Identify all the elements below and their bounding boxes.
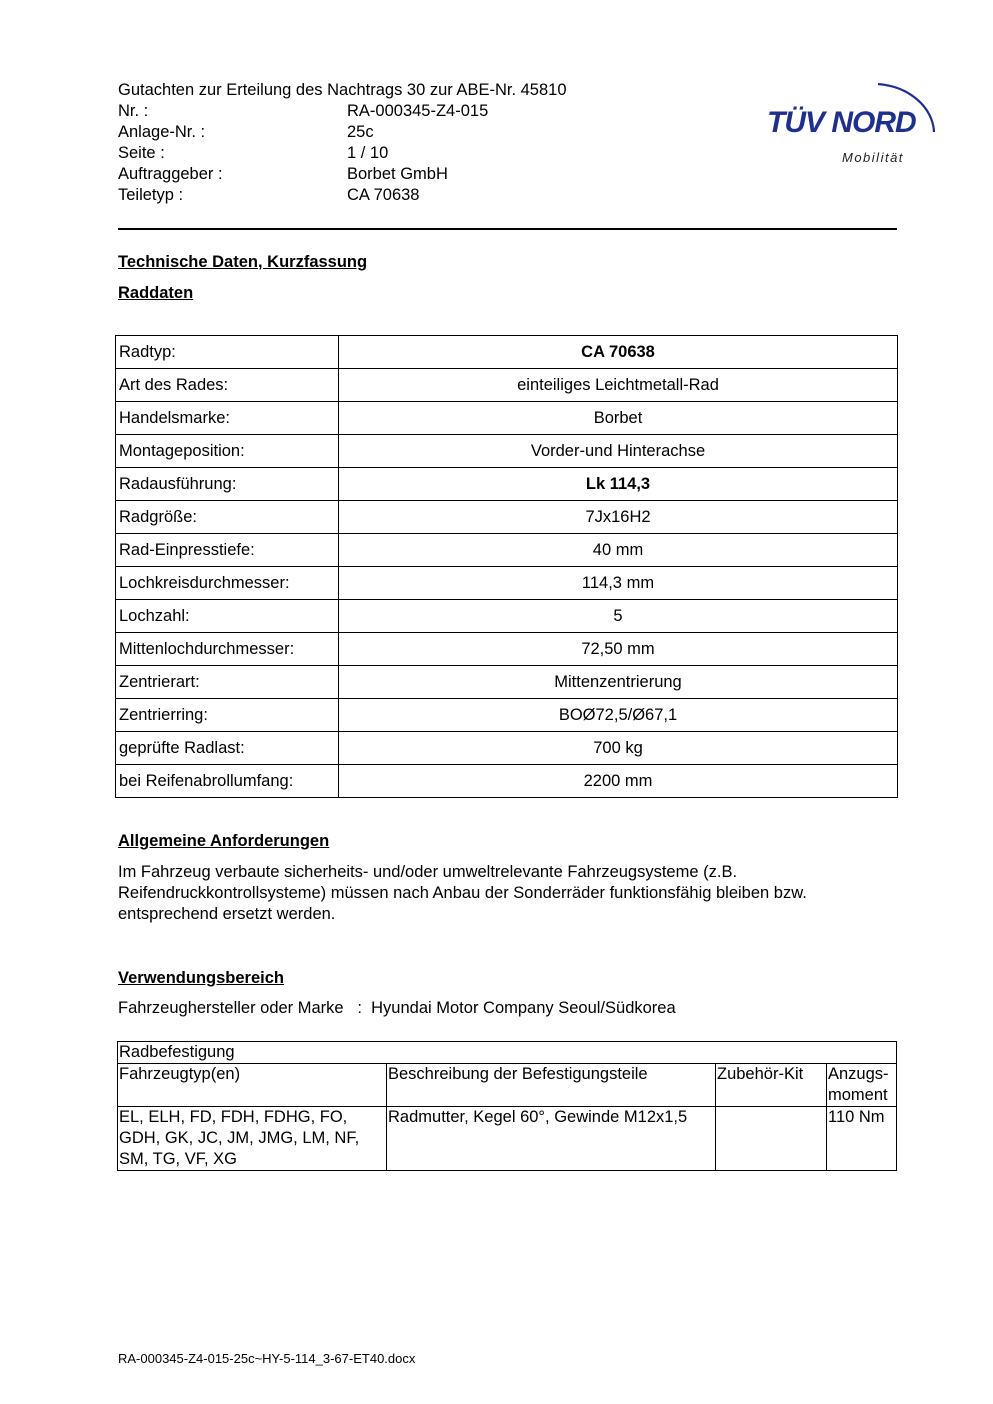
table-row xyxy=(116,369,898,402)
table-row xyxy=(116,336,898,369)
table-row xyxy=(116,633,898,666)
manufacturer-line xyxy=(118,998,676,1019)
spec-label: Zentrierring: xyxy=(116,699,339,732)
table-row xyxy=(116,468,898,501)
logo-brand: TÜV NORD xyxy=(767,106,916,139)
raddaten-table xyxy=(115,335,898,798)
spec-label: Lochzahl: xyxy=(116,600,339,633)
table-row xyxy=(118,1107,897,1171)
spec-label: geprüfte Radlast: xyxy=(116,732,339,765)
header-label: Nr. : xyxy=(118,102,149,120)
tuv-nord-logo xyxy=(760,56,945,176)
spec-label: Radausführung: xyxy=(116,468,339,501)
table-cell: EL, ELH, FD, FDH, FDHG, FO, GDH, GK, JC, JM, JMG, LM, NF, SM, TG, VF, XG xyxy=(118,1107,387,1171)
column-header: Fahrzeugtyp(en) xyxy=(118,1064,387,1107)
spec-value: 114,3 mm xyxy=(339,567,898,600)
header-divider xyxy=(118,228,897,230)
spec-label: Lochkreisdurchmesser: xyxy=(116,567,339,600)
allgemeine-paragraph: Im Fahrzeug verbaute sicherheits- und/oder umweltrelevante Fahrzeugsysteme (z.B. Reifendruckkontrollsysteme) müssen nach Anbau der Sonderräder funktionsfähig bleiben bzw. entsprechend ersetzt werden. xyxy=(118,863,807,923)
table-row xyxy=(116,534,898,567)
document-header xyxy=(118,80,678,206)
spec-value: 7Jx16H2 xyxy=(339,501,898,534)
table-row xyxy=(116,402,898,435)
header-row-seite xyxy=(118,143,678,164)
table-row xyxy=(116,765,898,798)
table-row xyxy=(116,567,898,600)
spec-value: 5 xyxy=(339,600,898,633)
manufacturer-label: Fahrzeughersteller oder Marke xyxy=(118,999,344,1017)
spec-label: Radgröße: xyxy=(116,501,339,534)
table-row xyxy=(116,435,898,468)
spec-value: 72,50 mm xyxy=(339,633,898,666)
table-header-row xyxy=(118,1064,897,1107)
spec-value: Borbet xyxy=(339,402,898,435)
logo-subtitle: Mobilität xyxy=(842,150,904,165)
spec-label: Rad-Einpresstiefe: xyxy=(116,534,339,567)
section-title-verwendungsbereich: Verwendungsbereich xyxy=(118,969,284,987)
footer-filename: RA-000345-Z4-015-25c~HY-5-114_3-67-ET40.docx xyxy=(118,1351,416,1366)
table-row xyxy=(116,501,898,534)
table-cell: Radmutter, Kegel 60°, Gewinde M12x1,5 xyxy=(387,1107,716,1171)
table-caption-row xyxy=(118,1042,897,1064)
spec-label: Handelsmarke: xyxy=(116,402,339,435)
spec-label: Mittenlochdurchmesser: xyxy=(116,633,339,666)
header-row-nr xyxy=(118,101,678,122)
spec-label: Zentrierart: xyxy=(116,666,339,699)
spec-value: 700 kg xyxy=(339,732,898,765)
header-row-anlage xyxy=(118,122,678,143)
manufacturer-separator: : xyxy=(357,999,362,1017)
spec-value: 2200 mm xyxy=(339,765,898,798)
column-header: Beschreibung der Befestigungsteile xyxy=(387,1064,716,1107)
spec-value: Vorder-und Hinterachse xyxy=(339,435,898,468)
spec-value: Mittenzentrierung xyxy=(339,666,898,699)
spec-value: 40 mm xyxy=(339,534,898,567)
spec-value: BOØ72,5/Ø67,1 xyxy=(339,699,898,732)
column-header: Anzugs-moment xyxy=(827,1064,897,1107)
section-title-raddaten: Raddaten xyxy=(118,284,194,302)
header-label: Seite : xyxy=(118,144,165,162)
section-title-technische-daten: Technische Daten, Kurzfassung xyxy=(118,253,368,271)
header-row-auftraggeber xyxy=(118,164,678,185)
spec-value: Lk 114,3 xyxy=(339,468,898,501)
spec-label: Radtyp: xyxy=(116,336,339,369)
header-value: CA 70638 xyxy=(347,186,420,204)
table-caption: Radbefestigung xyxy=(118,1042,897,1064)
header-row-teiletyp xyxy=(118,185,678,206)
spec-label: bei Reifenabrollumfang: xyxy=(116,765,339,798)
header-value: 25c xyxy=(347,123,374,141)
header-label: Auftraggeber : xyxy=(118,165,223,183)
table-row xyxy=(116,666,898,699)
header-value: 1 / 10 xyxy=(347,144,389,162)
spec-value: CA 70638 xyxy=(339,336,898,369)
table-row xyxy=(116,732,898,765)
table-row xyxy=(116,699,898,732)
radbefestigung-table xyxy=(117,1041,897,1171)
section-title-allgemeine: Allgemeine Anforderungen xyxy=(118,832,330,850)
manufacturer-value: Hyundai Motor Company Seoul/Südkorea xyxy=(371,999,676,1017)
header-value: Borbet GmbH xyxy=(347,165,448,183)
spec-value: einteiliges Leichtmetall-Rad xyxy=(339,369,898,402)
header-label: Anlage-Nr. : xyxy=(118,123,206,141)
header-value: RA-000345-Z4-015 xyxy=(347,102,489,120)
spec-label: Montageposition: xyxy=(116,435,339,468)
header-label: Teiletyp : xyxy=(118,186,184,204)
spec-label: Art des Rades: xyxy=(116,369,339,402)
table-cell: 110 Nm xyxy=(827,1107,897,1171)
document-title: Gutachten zur Erteilung des Nachtrags 30 zur ABE-Nr. 45810 xyxy=(118,81,567,99)
table-cell xyxy=(716,1107,827,1171)
column-header: Zubehör-Kit xyxy=(716,1064,827,1107)
table-row xyxy=(116,600,898,633)
